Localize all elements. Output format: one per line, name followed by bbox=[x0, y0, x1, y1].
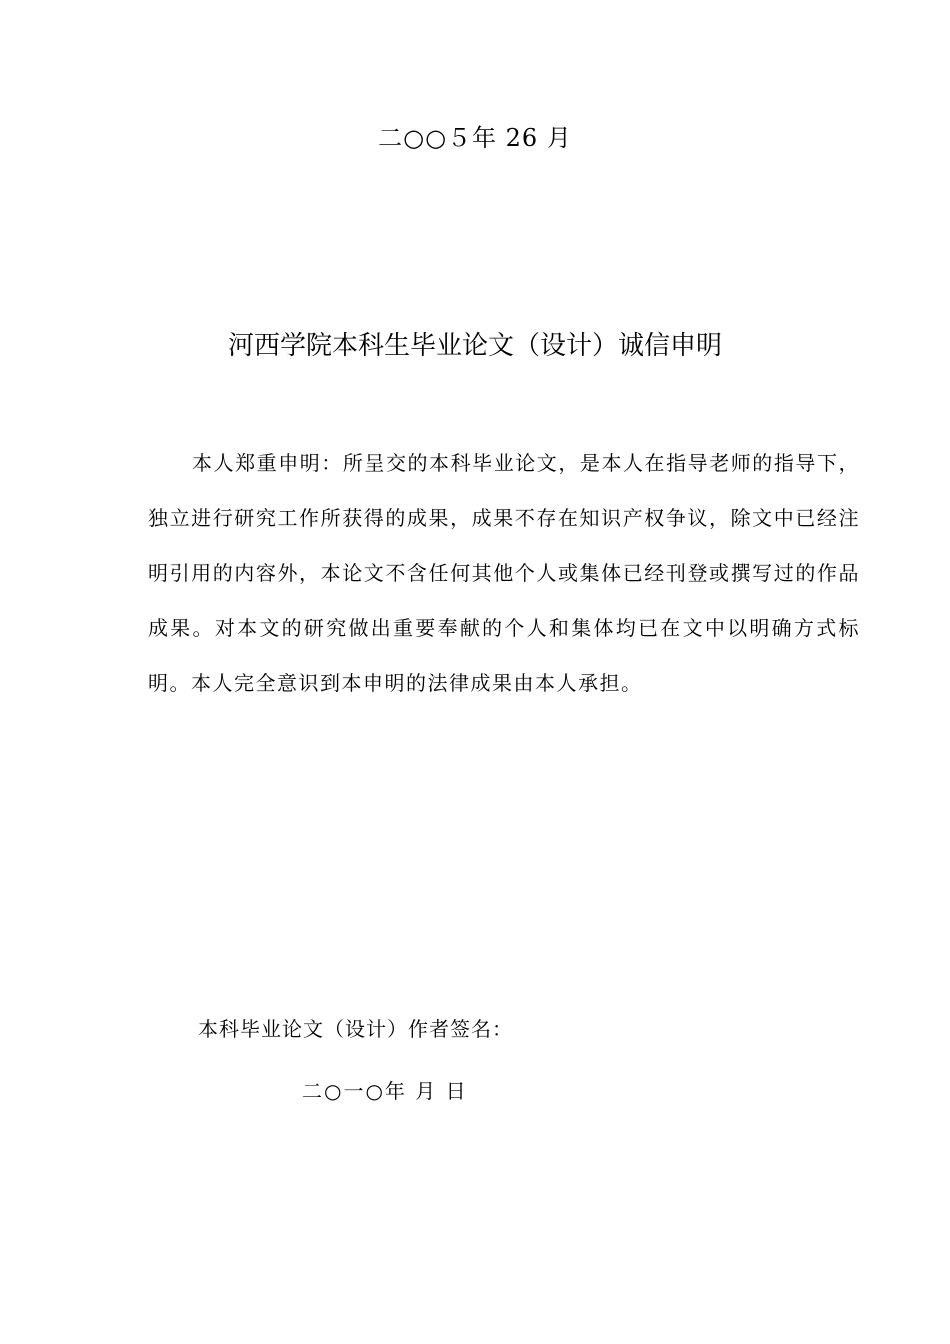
signature-date: 二○一○年 月 日 bbox=[302, 1079, 468, 1103]
declaration-body: 本人郑重申明：所呈交的本科毕业论文，是本人在指导老师的指导下，独立进行研究工作所获得的成果，成果不存在知识产权争议，除文中已经注明引用的内容外，本论文不含任何其他个人或集体已经刊登或撰写过的作品成果。对本文的研究做出重要奉献的个人和集体均已在文中以明确方式标明。本人完全意识到本申明的法律成果由本人承担。 bbox=[148, 451, 860, 695]
date-header: 二○○５年 26 月 bbox=[378, 124, 572, 152]
author-signature-label: 本科毕业论文（设计）作者签名： bbox=[198, 1017, 513, 1041]
declaration-title: 河西学院本科生毕业论文（设计）诚信申明 bbox=[227, 331, 722, 361]
